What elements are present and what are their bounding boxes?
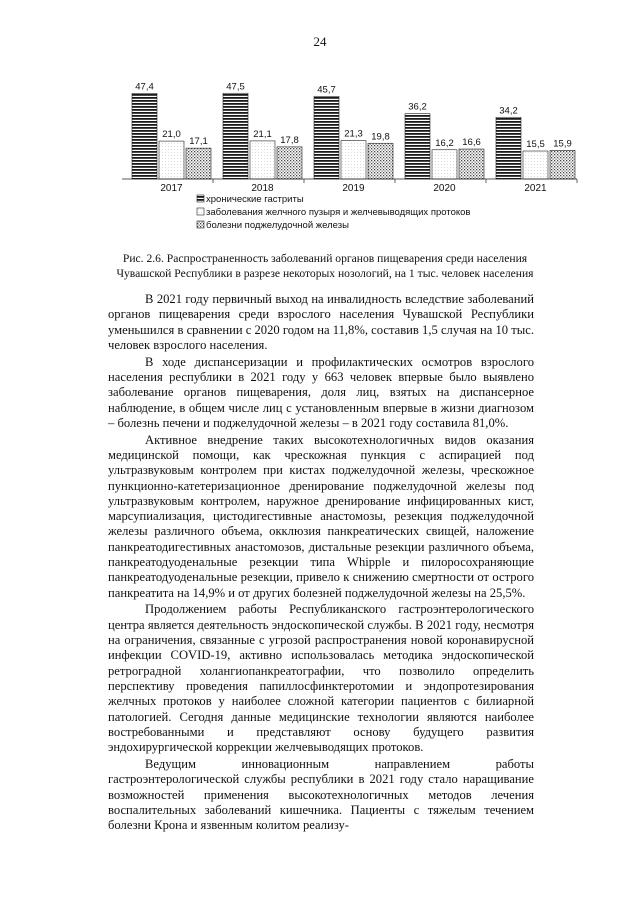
data-label-2018-series-1: 47,5 <box>226 81 245 93</box>
paragraph-4: Продолжением работы Республиканского гастроэнтерологического центра является деятельность эндоскопической службы. В 2021 году, несмотря на ограничения, связанные с угрозой распространения новой коронавирусной инфекции COVID-19, активно использовалась методика эндоскопической ретроградной холангиопанкреатографии, что позволило определить перспективу проведения папиллосфинктеротомии и эндопротезирования желчных протоков у наиболее сложной категории пациентов с билиарной патологией. Сегодня данные медицинские технологии являются наиболее востребованными и представляют основу будущего развития эндохирургической коррекции желчевыводящих протоков. <box>108 602 534 755</box>
data-label-2018-series-3: 17,8 <box>280 134 299 146</box>
x-tick-label-2018: 2018 <box>251 183 274 194</box>
legend-swatch-3 <box>197 221 204 228</box>
x-tick-label-2021: 2021 <box>524 183 547 194</box>
bar-2017-series-3 <box>186 148 211 179</box>
data-label-2017-series-1: 47,4 <box>135 81 154 93</box>
bar-2020-series-3 <box>459 149 484 179</box>
bar-2021-series-2 <box>523 151 548 179</box>
paragraph-2: В ходе диспансеризации и профилактических осмотров взрослого населения республики в 2021 году у 663 человек впервые было выявлено заболевание органов пищеварения, доля лиц, взятых на диспансерное наблюдение, в общем числе лиц с установленным впервые в жизни диагнозом – болезнь печени и поджелудочной железы – в 2021 году составила 81,0%. <box>108 354 534 430</box>
data-label-2019-series-2: 21,3 <box>344 128 363 140</box>
bar-2018-series-2 <box>250 141 275 179</box>
data-label-2021-series-2: 15,5 <box>526 139 545 151</box>
legend-label-1: хронические гастриты <box>206 194 304 205</box>
data-label-2018-series-2: 21,1 <box>253 128 272 140</box>
paragraph-3: Активное внедрение таких высокотехнологичных видов оказания медицинской помощи, как чрескожная пункция с аспирацией под ультразвуковым контролем при кистах поджелудочной железы, чрескожное пункционно-катетеризационное дренирование поджелудочной железы под ультразвуковым контролем, наружное дренирование инфицированных кист, марсупиализация, цистодигестивные анастомозы, резекция поджелудочной железы различного объема, окклюзия панкреатических свищей, наложение панкреатодигестивных анастомозов, дистальные резекции различного объема, панкреатодуоденальные резекции типа Whipple и пилоросохраняющие панкреатодуоденальные резекции, привело к снижению смертности от острого панкреатита на 14,9% и от других болезней поджелудочной железы на 25,5%. <box>108 432 534 600</box>
legend-label-2: заболевания желчного пузыря и желчевыводящих протоков <box>206 207 471 218</box>
bar-2019-series-1 <box>314 97 339 179</box>
figure-caption <box>90 251 560 281</box>
bar-2020-series-2 <box>432 150 457 179</box>
caption-line-1: Рис. 2.6. Распространенность заболеваний органов пищеварения среди населения <box>122 252 528 265</box>
legend-label-3: болезни поджелудочной железы <box>206 220 349 231</box>
data-label-2017-series-3: 17,1 <box>189 136 208 148</box>
x-tick-label-2020: 2020 <box>433 183 456 194</box>
paragraph-1: В 2021 году первичный выход на инвалидность вследствие заболеваний органов пищеварения среди взрослого населения Чувашской Республики уменьшился в сравнении с 2020 годом на 11,8%, составив 1,5 случая на 10 тыс. человек взрослого населения. <box>108 292 534 352</box>
data-label-2020-series-2: 16,2 <box>435 137 454 149</box>
data-label-2019-series-1: 45,7 <box>317 84 336 96</box>
caption-line-2: Чувашской Республики в разрезе некоторых нозологий, на 1 тыс. человек населения <box>116 267 534 280</box>
paragraph-5: Ведущим инновационным направлением работы гастроэнтерологической службы республики в 2021 году стало наращивание возможностей применения высокотехнологичных методов лечения воспалительных заболеваний кишечника. Пациенты с тяжелым течением болезни Крона и язвенным колитом реализу- <box>108 756 534 833</box>
bar-2018-series-1 <box>223 93 248 179</box>
legend-swatch-2 <box>197 208 204 215</box>
bar-2017-series-2 <box>159 141 184 179</box>
bar-chart <box>110 64 590 239</box>
data-label-2020-series-3: 16,6 <box>462 137 481 149</box>
bar-2021-series-1 <box>496 117 521 179</box>
bar-2017-series-1 <box>132 93 157 179</box>
data-label-2020-series-1: 36,2 <box>408 101 427 113</box>
x-tick-label-2017: 2017 <box>160 183 183 194</box>
bar-2018-series-3 <box>277 147 302 179</box>
data-label-2017-series-2: 21,0 <box>162 129 181 141</box>
data-label-2021-series-1: 34,2 <box>499 105 518 117</box>
legend-swatch-1 <box>197 195 204 202</box>
data-label-2021-series-3: 15,9 <box>553 138 572 150</box>
bar-2019-series-3 <box>368 143 393 179</box>
bar-2019-series-2 <box>341 141 366 179</box>
body-text <box>108 292 534 835</box>
x-tick-label-2019: 2019 <box>342 183 365 194</box>
bar-2021-series-3 <box>550 150 575 179</box>
bar-2020-series-1 <box>405 114 430 179</box>
data-label-2019-series-3: 19,8 <box>371 131 390 143</box>
page-number: 24 <box>313 34 327 49</box>
